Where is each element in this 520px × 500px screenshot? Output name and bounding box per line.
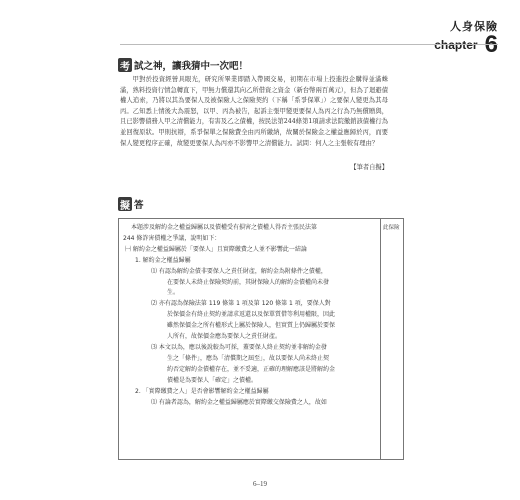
question-source: 【筆者自擬】: [350, 164, 388, 171]
answer-line: 約否定解約金債權存在，並不妥適，正確的理解應該是將解約金: [167, 365, 336, 373]
answer-line: 雖然保價金之所有權形式上屬於保險人，但實質上仍歸屬於要保: [167, 322, 336, 330]
answer-line: ⑴ 有論者認為，解約金之權益歸屬應於實際繳交保險費之人，故如: [151, 398, 327, 406]
answer-line: 人所有，故保價金應為要保人之責任財產。: [167, 333, 282, 341]
exam-title: 試之神，讓我猜中一次吧！: [134, 61, 249, 72]
exam-badge: 考: [118, 58, 132, 72]
answer-box: [118, 218, 404, 460]
side-column: [380, 219, 403, 459]
answer-line: 本題涉及解約金之權益歸屬以及債權受有損害之債權人得否主張民法第: [131, 224, 318, 231]
answer-line: ㈠ 解約金之權益歸屬於「要保人」且實際繳費之人並不影響此一結論: [125, 245, 307, 253]
page-number: 6–19: [253, 480, 267, 488]
answer-line: ⑴ 有認為解約金債非要保人之責任財產，解約金為附條件之債權，: [151, 267, 327, 275]
answer-heading: [118, 197, 144, 211]
exam-heading: [118, 58, 248, 72]
side-label: 此保險: [383, 225, 400, 231]
chapter-header: [434, 18, 498, 58]
answer-line: 244 條詐害債權之爭議，說明如下：: [123, 234, 221, 242]
answer-line: 於保價金有終止契約並請求返還以及保單質借等利用權限，因此: [167, 311, 336, 319]
answer-text: [123, 223, 377, 408]
answer-line: 在要保人未終止保險契約前，其財保險人的解約金債權尚未發: [167, 278, 330, 286]
chapter-label: chapter: [434, 38, 478, 52]
question-paragraph: 甲對於投資經營具眼光，研究所畢業即踏入帶國交易，初期在市場上投進投企購得並滿蛛滿，熟料投資行情急轉直下，甲無力償還其向乙所借資之資金（新台幣兩百萬元），但為了迴避債權人追索，乃將以其為要保人及被保險人之保險契約（下稱「系爭保單」）之要保人變更為其母丙。乙知悉上情後大為震怒，以甲、丙為被告，起訴主張甲變更要保人為丙之行為乃無償贈與，且已影響債務人甲之清償能力，有害及乙之債權，按民法第244條第1項請求法院撤銷該債權行為並回復原狀。甲則抗辯，系爭保單之保險費全由丙所繳納，故關於保險金之權益應歸於丙，而要保人變更程序正確，故變更要保人為丙亦不影響甲之清償能力。試問：何人之主張較有理由？: [120, 76, 388, 147]
exam-question: [120, 75, 388, 149]
answer-badge: 擬: [118, 197, 132, 211]
answer-line: 2. 「實際繳費之人」是否會影響解約金之權益歸屬: [135, 387, 269, 395]
chapter-number: 6: [484, 31, 498, 58]
answer-title: 答: [134, 200, 144, 211]
answer-line: 生之「條件」，應為「清償期之屆至」，故以要保人尚未終止契: [167, 354, 330, 362]
answer-line: ⑵ 亦有認為保險法第 119 條第 1 項及第 120 條第 1 項，要保人對: [151, 300, 331, 308]
header-rule: [120, 44, 498, 45]
answer-line: 債權是為要保人「確定」之債權。: [167, 376, 258, 384]
chapter-topic: 人身保險: [450, 20, 498, 33]
answer-line: 生。: [167, 289, 180, 297]
answer-line: ⑶ 本文以為，應以後說較為可採，蓋要保人終止契約並非解約金發: [151, 343, 327, 351]
answer-line: 1. 解約金之權益歸屬: [135, 256, 191, 264]
